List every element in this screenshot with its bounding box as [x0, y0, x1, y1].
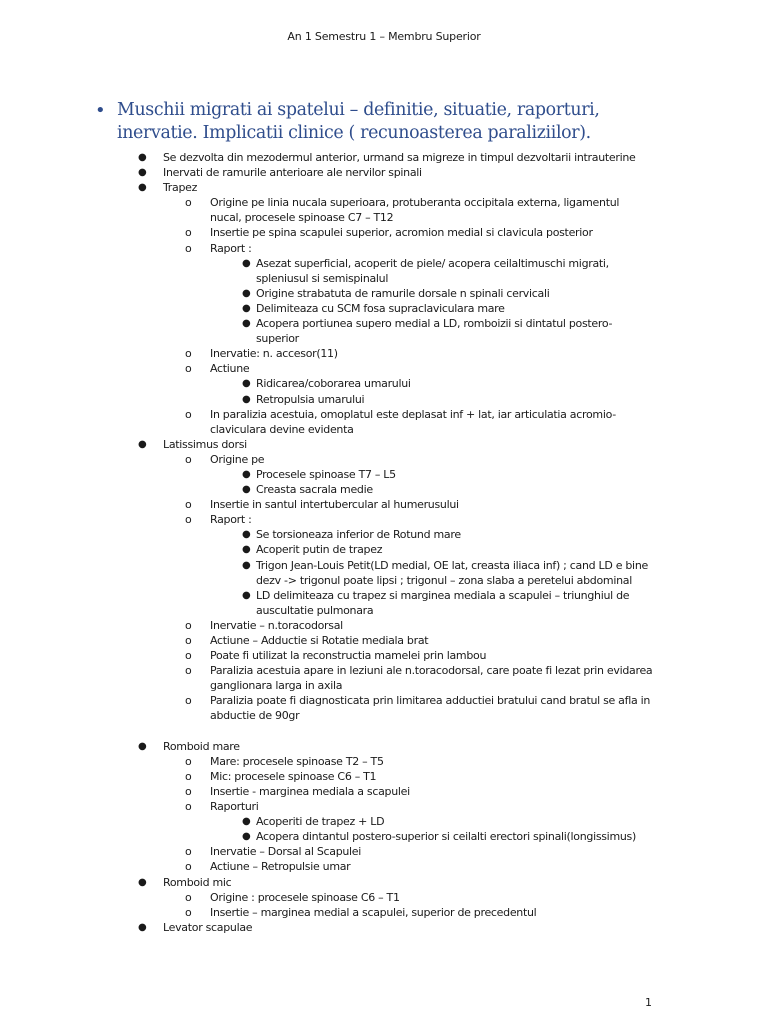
- outline-item-level-2: [0, 844, 768, 859]
- outline-item-text: Insertie – marginea medial a scapulei, superior de precedentul: [210, 905, 537, 919]
- outline-item-text: Inervati de ramurile anterioare ale nervilor spinali: [163, 166, 422, 180]
- outline-item-level-2: [0, 633, 768, 648]
- hollow-bullet-icon: o: [185, 649, 192, 663]
- outline-item-text: Acopera dintantul postero-superior si ceilalti erectori spinali(longissimus): [256, 830, 636, 844]
- hollow-bullet-icon: o: [185, 362, 192, 376]
- page-number: 1: [645, 996, 652, 1009]
- outline-item-text: Poate fi utilizat la reconstructia mamelei prin lambou: [210, 649, 487, 663]
- hollow-bullet-icon: o: [185, 241, 192, 255]
- bullet-icon: ●: [138, 152, 147, 163]
- page-header: An 1 Semestru 1 – Membru Superior: [287, 30, 481, 43]
- outline-item-text: abductie de 90gr: [210, 709, 300, 723]
- outline-item-level-2: [0, 890, 768, 905]
- outline-item-text: Latissimus dorsi: [163, 437, 247, 451]
- hollow-bullet-icon: o: [185, 407, 192, 421]
- outline-item-text: auscultatie pulmonara: [256, 603, 374, 617]
- outline-item-level-3: [0, 542, 768, 557]
- heading-bullet: •: [95, 100, 106, 121]
- outline-item-text: Origine pe: [210, 452, 265, 466]
- outline-item-text: Raporturi: [210, 800, 259, 814]
- outline-item-text: Insertie pe spina scapulei superior, acromion medial si clavicula posterior: [210, 226, 593, 240]
- outline-item-level-2: [0, 210, 768, 225]
- hollow-bullet-icon: o: [185, 347, 192, 361]
- hollow-bullet-icon: o: [185, 226, 192, 240]
- heading-line-1: Muschii migrati ai spatelui – definitie, situatie, raporturi,: [117, 100, 600, 120]
- outline-item-level-3: [0, 392, 768, 407]
- outline-item-level-1: [0, 150, 768, 165]
- hollow-bullet-icon: o: [185, 890, 192, 904]
- outline-item-level-2: [0, 361, 768, 376]
- bullet-icon: ●: [242, 287, 251, 299]
- bullet-icon: ●: [242, 484, 251, 496]
- outline-item-text: Origine pe linia nucala superioara, protuberanta occipitala externa, ligamentul: [210, 196, 620, 210]
- outline-item-text: Origine : procesele spinoase C6 – T1: [210, 890, 400, 904]
- hollow-bullet-icon: o: [185, 905, 192, 919]
- outline-item-text: Asezat superficial, acoperit de piele/ acopera ceilaltimuschi migrati,: [256, 256, 609, 270]
- bullet-icon: ●: [242, 831, 251, 843]
- outline-item-level-3: [0, 331, 768, 346]
- bullet-icon: ●: [242, 378, 251, 390]
- outline-item-text: Acoperit putin de trapez: [256, 543, 383, 557]
- outline-item-level-2: [0, 225, 768, 240]
- outline-item-text: Inervatie: n. accesor(11): [210, 347, 338, 361]
- outline-item-level-3: [0, 376, 768, 391]
- outline-item-text: Ridicarea/coborarea umarului: [256, 377, 411, 391]
- bullet-icon: ●: [242, 816, 251, 828]
- hollow-bullet-icon: o: [185, 845, 192, 859]
- outline-item-text: Retropulsia umarului: [256, 392, 365, 406]
- outline-item-level-1: [0, 875, 768, 890]
- outline-item-text: Origine strabatuta de ramurile dorsale n spinali cervicali: [256, 286, 550, 300]
- bullet-icon: ●: [242, 257, 251, 269]
- outline-item-level-2: [0, 452, 768, 467]
- outline-item-level-2: [0, 407, 768, 422]
- outline-item-level-3: [0, 316, 768, 331]
- outline-item-level-2: [0, 678, 768, 693]
- outline-item-text: Romboid mare: [163, 739, 240, 753]
- hollow-bullet-icon: o: [185, 618, 192, 632]
- outline-item-text: Insertie in santul intertubercular al humerusului: [210, 498, 459, 512]
- outline-item-level-1: [0, 920, 768, 935]
- section-heading: [95, 99, 717, 145]
- outline-item-text: Inervatie – Dorsal al Scapulei: [210, 845, 362, 859]
- outline-item-text: Acopera portiunea supero medial a LD, romboizii si dintatul postero-: [256, 317, 613, 331]
- blank-line: [0, 724, 768, 739]
- outline-item-text: Se dezvolta din mezodermul anterior, urmand sa migreze in timpul dezvoltarii intrauterine: [163, 151, 636, 164]
- outline-item-level-1: [0, 437, 768, 452]
- outline-list: [0, 150, 768, 935]
- bullet-icon: ●: [138, 876, 147, 888]
- outline-item-text: claviculara devine evidenta: [210, 422, 354, 436]
- bullet-icon: ●: [138, 921, 147, 933]
- hollow-bullet-icon: o: [185, 196, 192, 210]
- bullet-icon: ●: [138, 182, 147, 194]
- hollow-bullet-icon: o: [185, 634, 192, 647]
- outline-item-level-2: [0, 859, 768, 874]
- outline-item-text: Actiune – Adductie si Rotatie mediala brat: [210, 634, 429, 647]
- outline-item-level-1: [0, 180, 768, 195]
- outline-item-level-3: [0, 467, 768, 482]
- outline-item-text: Mare: procesele spinoase T2 – T5: [210, 754, 384, 768]
- outline-item-text: Procesele spinoase T7 – L5: [256, 467, 396, 481]
- hollow-bullet-icon: o: [185, 498, 192, 512]
- outline-item-level-2: [0, 708, 768, 723]
- outline-item-level-2: [0, 512, 768, 527]
- outline-item-level-3: [0, 256, 768, 271]
- outline-item-text: superior: [256, 332, 299, 346]
- bullet-icon: ●: [138, 167, 147, 179]
- outline-item-text: In paralizia acestuia, omoplatul este deplasat inf + lat, iar articulatia acromio-: [210, 407, 616, 421]
- hollow-bullet-icon: o: [185, 694, 192, 708]
- hollow-bullet-icon: o: [185, 664, 192, 678]
- outline-item-level-2: [0, 905, 768, 920]
- outline-item-text: Paralizia poate fi diagnosticata prin limitarea adductiei bratului cand bratul se afla in: [210, 694, 651, 708]
- bullet-icon: ●: [242, 559, 251, 571]
- hollow-bullet-icon: o: [185, 513, 192, 527]
- hollow-bullet-icon: o: [185, 800, 192, 814]
- outline-item-level-2: [0, 754, 768, 769]
- outline-item-level-3: [0, 603, 768, 618]
- heading-line-2: inervatie. Implicatii clinice ( recunoasterea paraliziilor).: [117, 123, 591, 143]
- outline-item-level-2: [0, 769, 768, 784]
- outline-item-text: Trigon Jean-Louis Petit(LD medial, OE lat, creasta iliaca inf) ; cand LD e bine: [256, 558, 648, 572]
- outline-item-level-2: [0, 497, 768, 512]
- bullet-icon: ●: [242, 393, 251, 405]
- outline-item-text: Romboid mic: [163, 875, 232, 889]
- outline-item-text: Delimiteaza cu SCM fosa supraclaviculara mare: [256, 301, 505, 315]
- outline-item-text: Trapez: [163, 181, 198, 195]
- bullet-icon: ●: [242, 529, 251, 541]
- outline-item-level-1: [0, 165, 768, 180]
- outline-item-text: Insertie - marginea mediala a scapulei: [210, 784, 410, 798]
- outline-item-text: Levator scapulae: [163, 920, 253, 934]
- outline-item-level-2: [0, 663, 768, 678]
- outline-item-level-2: [0, 346, 768, 361]
- hollow-bullet-icon: o: [185, 452, 192, 466]
- outline-item-level-3: [0, 301, 768, 316]
- outline-item-level-2: [0, 241, 768, 256]
- outline-item-text: Actiune: [210, 362, 250, 376]
- outline-item-level-3: [0, 558, 768, 573]
- outline-item-text: LD delimiteaza cu trapez si marginea mediala a scapulei – triunghiul de: [256, 588, 630, 602]
- outline-item-level-3: [0, 527, 768, 542]
- outline-item-text: nucal, procesele spinoase C7 – T12: [210, 211, 394, 225]
- outline-item-text: Paralizia acestuia apare in leziuni ale n.toracodorsal, care poate fi lezat prin evidarea: [210, 664, 653, 678]
- outline-item-text: dezv -> trigonul poate lipsi ; trigonul – zona slaba a peretelui abdominal: [256, 573, 632, 587]
- outline-item-level-3: [0, 814, 768, 829]
- hollow-bullet-icon: o: [185, 769, 192, 783]
- outline-item-level-2: [0, 422, 768, 437]
- outline-item-level-3: [0, 271, 768, 286]
- outline-item-text: Creasta sacrala medie: [256, 483, 373, 497]
- bullet-icon: ●: [138, 740, 147, 752]
- outline-item-level-2: [0, 648, 768, 663]
- bullet-icon: ●: [242, 544, 251, 556]
- bullet-icon: ●: [242, 318, 251, 330]
- outline-item-text: Raport :: [210, 513, 252, 527]
- bullet-icon: ●: [242, 302, 251, 314]
- hollow-bullet-icon: o: [185, 784, 192, 798]
- outline-item-level-2: [0, 799, 768, 814]
- outline-item-level-3: [0, 482, 768, 497]
- outline-item-level-3: [0, 286, 768, 301]
- outline-item-level-2: [0, 618, 768, 633]
- outline-item-text: Acoperiti de trapez + LD: [256, 815, 385, 829]
- bullet-icon: ●: [242, 468, 251, 480]
- outline-item-level-2: [0, 693, 768, 708]
- bullet-icon: ●: [138, 438, 147, 450]
- outline-item-text: Raport :: [210, 241, 252, 255]
- outline-item-level-2: [0, 195, 768, 210]
- outline-item-text: ganglionara larga in axila: [210, 679, 343, 693]
- outline-item-level-3: [0, 829, 768, 844]
- outline-item-text: Se torsioneaza inferior de Rotund mare: [256, 528, 461, 542]
- outline-item-level-1: [0, 739, 768, 754]
- outline-item-level-3: [0, 588, 768, 603]
- hollow-bullet-icon: o: [185, 860, 192, 874]
- outline-item-text: Inervatie – n.toracodorsal: [210, 618, 343, 632]
- outline-item-level-3: [0, 573, 768, 588]
- outline-item-text: Mic: procesele spinoase C6 – T1: [210, 769, 377, 783]
- hollow-bullet-icon: o: [185, 754, 192, 768]
- outline-item-level-2: [0, 784, 768, 799]
- outline-item-text: spleniusul si semispinalul: [256, 271, 389, 285]
- outline-item-text: Actiune – Retropulsie umar: [210, 860, 351, 874]
- bullet-icon: ●: [242, 589, 251, 601]
